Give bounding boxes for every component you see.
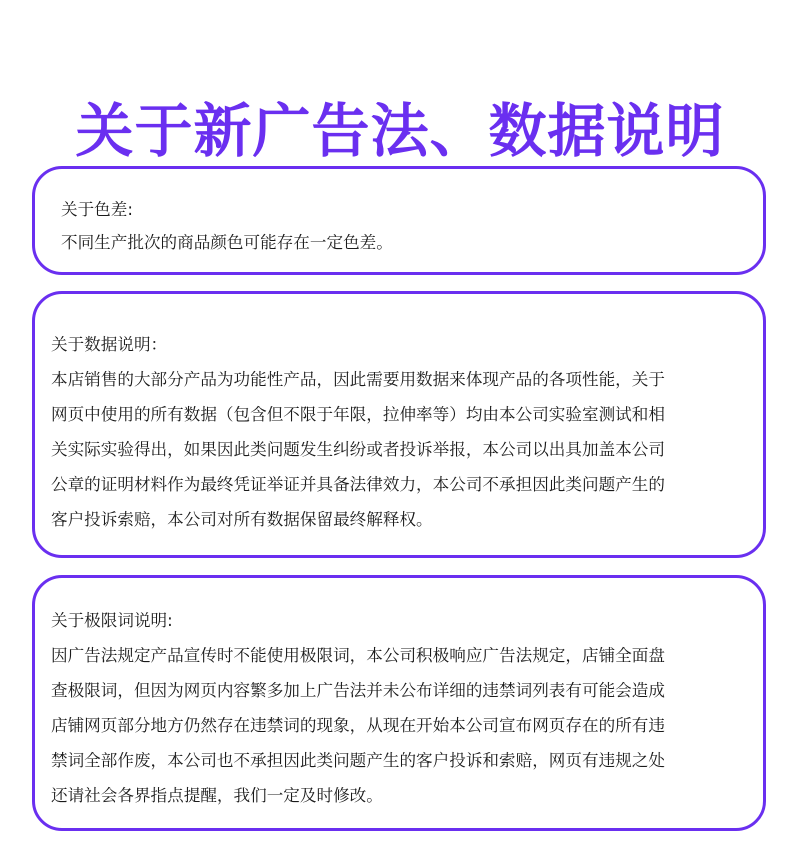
notice-line: 本店销售的大部分产品为功能性产品，因此需要用数据来体现产品的各项性能，关于 (51, 370, 665, 389)
notice-line: 网页中使用的所有数据（包含但不限于年限，拉伸率等）均由本公司实验室测试和相 (51, 405, 665, 424)
notice-line: 禁词全部作废，本公司也不承担因此类问题产生的客户投诉和索赔，网页有违规之处 (51, 751, 665, 770)
notice-line: 客户投诉索赔，本公司对所有数据保留最终解释权。 (51, 510, 433, 529)
notice-line: 查极限词，但因为网页内容繁多加上广告法并未公布详细的违禁词列表有可能会造成 (51, 681, 665, 700)
notice-heading: 关于色差: (61, 200, 133, 219)
notice-body (61, 226, 737, 259)
notice-line: 公章的证明材料作为最终凭证举证并具备法律效力，本公司不承担因此类问题产生的 (51, 475, 665, 494)
notice-heading: 关于极限词说明: (51, 611, 173, 630)
color-difference-notice (32, 166, 766, 275)
data-statement-notice (32, 291, 766, 558)
page-title: 关于新广告法、数据说明 (75, 96, 725, 165)
notice-line: 关实际实验得出，如果因此类问题发生纠纷或者投诉举报，本公司以出具加盖本公司 (51, 440, 665, 459)
notice-heading: 关于数据说明： (51, 335, 168, 354)
notice-body (51, 362, 747, 537)
notice-body (51, 638, 747, 813)
extreme-words-notice (32, 575, 766, 831)
notice-line: 因广告法规定产品宣传时不能使用极限词，本公司积极响应广告法规定，店铺全面盘 (51, 646, 665, 665)
notice-line: 还请社会各界指点提醒，我们一定及时修改。 (51, 786, 383, 805)
notice-line: 店铺网页部分地方仍然存在违禁词的现象，从现在开始本公司宣布网页存在的所有违 (51, 716, 665, 735)
notice-line: 不同生产批次的商品颜色可能存在一定色差。 (61, 233, 393, 252)
